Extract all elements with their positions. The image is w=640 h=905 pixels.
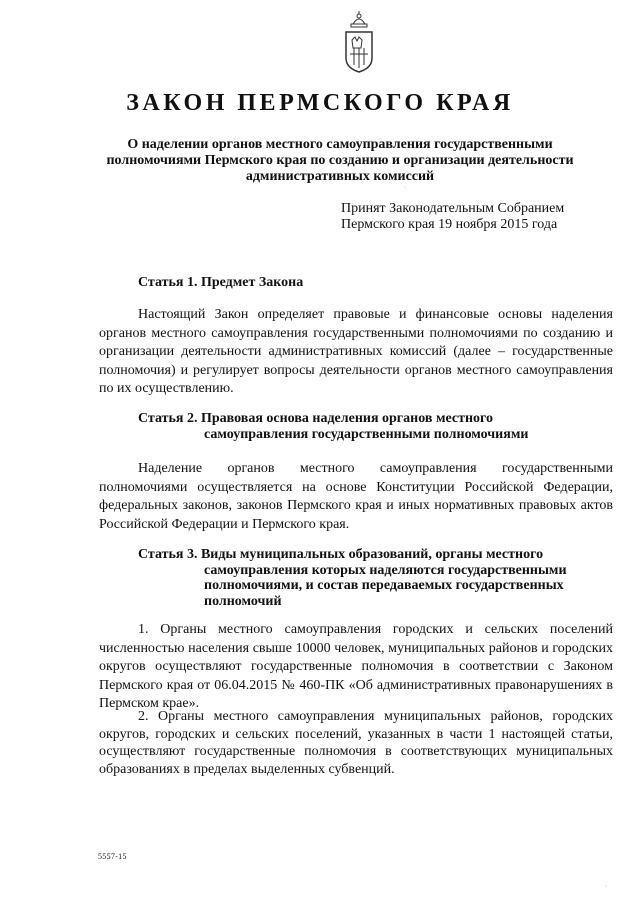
article-3-heading-rest: самоуправления которых наделяются государственными полномочиями, и состав передаваемых государственных полномочий xyxy=(204,562,567,609)
article-1-heading-text: Статья 1. Предмет Закона xyxy=(138,275,304,290)
coat-of-arms-icon xyxy=(339,10,379,78)
document-number: 5557-15 xyxy=(98,852,127,861)
article-3-paragraph-2: 2. Органы местного самоуправления муниципальных районов, городских округов, городских и сельских поселений, указанных в части 1 настоящей статьи, осуществляют государственные полномочия в соответствующих муниципальных образованиях в пределах выделенных субвенций. xyxy=(99,709,613,777)
article-1-paragraph: Настоящий Закон определяет правовые и финансовые основы наделения органов местного самоуправления государственными полномочиями по созданию и организации деятельности административных комиссий (далее – государственные полномочия) и регулирует вопросы деятельности органов местного самоуправления по их осуществлению. xyxy=(99,307,613,396)
article-2-heading-line-2: самоуправления государственными полномочиями xyxy=(204,426,529,442)
article-1-heading xyxy=(138,275,608,291)
article-2-paragraph: Наделение органов местного самоуправления государственными полномочиями осуществляется на основе Конституции Российской Федерации, федеральных законов, законов Пермского края и иных нормативных правовых актов Российской Федерации и Пермского края. xyxy=(99,461,613,532)
adoption-note xyxy=(341,201,601,233)
article-2-heading xyxy=(138,411,608,442)
adoption-line-1: Принят Законодательным Собранием xyxy=(341,201,565,216)
scan-speck: · xyxy=(605,884,607,890)
article-3-heading xyxy=(138,547,608,609)
document-subtitle: О наделении органов местного самоуправления государственными полномочиями Пермского края по созданию и организации деятельности административных комиссий xyxy=(106,137,574,184)
adoption-line-2: Пермского края 19 ноября 2015 года xyxy=(341,217,558,232)
article-3-paragraph-1: 1. Органы местного самоуправления городских и сельских поселений численностью населения свыше 10000 человек, муниципальных районов и городских округов осуществляют государственные полномочия в соответствии с Законом Пермского края от 06.04.2015 № 460-ПК «Об административных правонарушениях в Пермском крае». xyxy=(99,622,613,711)
document-title: ЗАКОН ПЕРМСКОГО КРАЯ xyxy=(126,90,514,116)
article-3-heading-line-1: Статья 3. Виды муниципальных образований, органы местного xyxy=(138,547,544,562)
article-2-heading-line-1: Статья 2. Правовая основа наделения органов местного xyxy=(138,411,494,426)
scan-speck: · xyxy=(404,185,406,191)
